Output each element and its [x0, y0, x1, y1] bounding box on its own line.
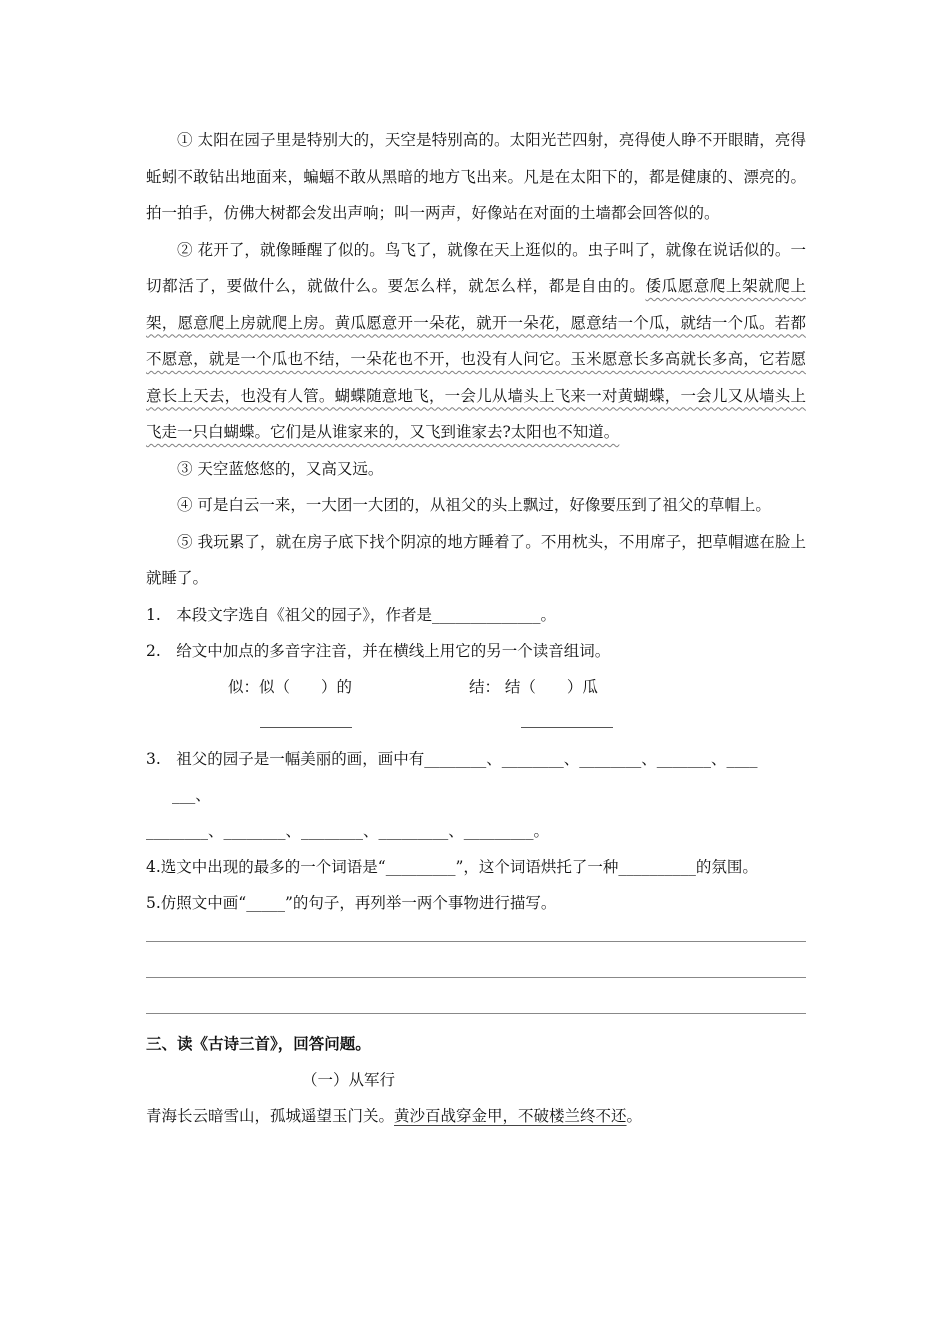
paragraph-2-wavy-underlined: 倭瓜愿意爬上架就爬上架，愿意爬上房就爬上房。黄瓜愿意开一朵花，就开一朵花，愿意结一个瓜，就结一个瓜。若都不愿意，就是一个瓜也不结，一朵花也不开，也没有人问它。玉米愿意长多高就长多高，它若愿意长上天去，也没有人管。蝴蝶随意地飞，一会儿从墙头上飞来一对黄蝴蝶，一会儿又从墙头上飞走一只白蝴蝶。它们是从谁家来的，又飞到谁家去?太阳也不知道。: [146, 277, 806, 441]
question-5: 5.仿照文中画“_____”的句子，再列举一两个事物进行描写。: [146, 893, 557, 912]
question-2-answer-lines: [146, 705, 806, 741]
question-2-si-answer-line[interactable]: [260, 727, 352, 728]
poem-text: [146, 1098, 806, 1134]
poem-plain: 青海长云暗雪山，孤城遥望玉门关。: [146, 1106, 395, 1125]
section-3-heading: 三、读《古诗三首》，回答问题。: [146, 1033, 371, 1053]
passage-paragraph-1: ① 太阳在园子里是特别大的，天空是特别高的。太阳光芒四射，亮得使人睁不开眼睛，亮得蚯蚓不敢钻出地面来，蝙蝠不敢从黑暗的地方飞出来。凡是在太阳下的，都是健康的、漂亮的。拍一拍手，仿佛大树都会发出声响；叫一两声，好像站在对面的土墙都会回答似的。: [146, 131, 806, 222]
question-1: 1. 本段文字选自《祖父的园子》，作者是______________。: [146, 605, 557, 624]
passage-paragraph-5: ⑤ 我玩累了，就在房子底下找个阴凉的地方睡着了。不用枕头，不用席子，把草帽遮在脸上就睡了。: [146, 532, 806, 587]
question-2: 2. 给文中加点的多音字注音，并在横线上用它的另一个读音组词。: [146, 641, 611, 660]
passage-paragraph-2: [146, 232, 806, 451]
question-3-line-1: 3. 祖父的园子是一幅美丽的画，画中有________、________、________、_______、____: [146, 749, 758, 768]
question-4: 4.选文中出现的最多的一个词语是“_________”，这个词语烘托了一种__________的氛围。: [146, 857, 758, 876]
question-2-si: 似：似（ ）的: [228, 677, 353, 696]
poem-title: （一）从军行: [302, 1070, 396, 1089]
passage-paragraph-4: ④ 可是白云一来，一大团一大团的，从祖父的头上飘过，好像要压到了祖父的草帽上。: [177, 496, 771, 514]
poem-underlined: 黄沙百战穿金甲，不破楼兰终不还: [394, 1106, 627, 1125]
question-2-jie-answer-line[interactable]: [521, 727, 613, 728]
question-2-items: [146, 669, 806, 705]
question-2-jie: 结： 结（ ）瓜: [469, 677, 598, 696]
paragraph-2-plain: ② 花开了，就像睡醒了似的。鸟飞了，就像在天上逛似的。虫子叫了，就像在说话似的。一切都活了，要做什么，就做什么。要怎么样，就怎么样，都是自由的。: [146, 240, 806, 295]
passage-paragraph-3: ③ 天空蓝悠悠的，又高又远。: [177, 459, 384, 478]
question-3-line-2: ___、: [172, 785, 211, 804]
question-3-line-3: ________、________、________、_________、_________。: [146, 821, 550, 840]
poem-end: 。: [626, 1106, 643, 1125]
worksheet-page: [146, 122, 806, 1134]
